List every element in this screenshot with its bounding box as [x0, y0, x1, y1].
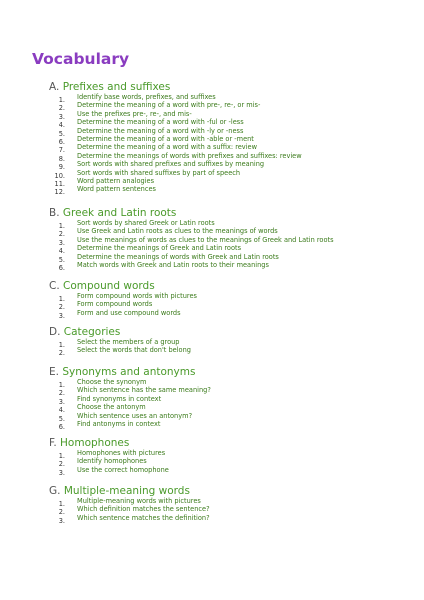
skill-item	[49, 151, 419, 163]
skill-link[interactable]: Identify base words, prefixes, and suffixes	[77, 93, 216, 101]
skill-link[interactable]: Determine the meanings of words with Greek and Latin roots	[77, 252, 279, 261]
skill-item	[49, 411, 419, 423]
section-heading	[49, 433, 419, 449]
section-letter: E.	[49, 366, 63, 378]
skill-item	[49, 497, 419, 508]
skill-list	[49, 219, 419, 272]
skill-number: 4.	[58, 247, 65, 256]
skill-item	[49, 465, 419, 477]
skill-number: 6.	[58, 137, 65, 146]
skill-link[interactable]: Use the meanings of words as clues to the meanings of Greek and Latin roots	[77, 235, 334, 244]
skill-list	[49, 378, 419, 431]
skill-number: 3.	[58, 112, 65, 121]
skill-number: 5.	[58, 129, 65, 138]
skill-item	[49, 235, 419, 247]
skill-link[interactable]: Which sentence has the same meaning?	[77, 386, 211, 395]
skill-item	[49, 143, 419, 155]
skill-link[interactable]: Determine the meaning of a word with -able or -ment	[77, 134, 254, 143]
skill-link[interactable]: Use Greek and Latin roots as clues to the meanings of words	[77, 227, 278, 236]
section-heading	[49, 362, 419, 378]
section-letter: A.	[49, 81, 63, 93]
section-letter: B.	[49, 207, 63, 219]
skill-number: 5.	[58, 414, 65, 423]
section-letter: D.	[49, 326, 64, 338]
skill-link[interactable]: Use the prefixes pre-, re-, and mis-	[77, 109, 192, 118]
section-title-link[interactable]: Compound words	[63, 280, 155, 292]
skill-item	[49, 244, 419, 256]
skill-number: 9.	[58, 163, 65, 172]
skill-item	[49, 160, 419, 172]
skill-number: 1.	[58, 341, 65, 349]
section	[49, 362, 419, 431]
section-letter: G.	[49, 485, 64, 497]
skill-link[interactable]: Which definition matches the sentence?	[77, 505, 210, 514]
section-title-link[interactable]: Greek and Latin roots	[62, 207, 177, 219]
skill-item	[49, 168, 419, 180]
skill-link[interactable]: Determine the meaning of a word with -ful or -less	[77, 118, 244, 127]
skill-list	[49, 449, 419, 477]
skill-link[interactable]: Choose the synonym	[77, 378, 147, 386]
section	[49, 77, 419, 197]
skill-number: 1.	[58, 295, 65, 303]
skill-number: 11.	[54, 179, 65, 188]
skill-number: 2.	[58, 230, 65, 239]
skill-number: 1.	[58, 381, 65, 389]
skill-number: 1.	[58, 500, 65, 508]
skill-number: 2.	[58, 303, 65, 312]
skill-link[interactable]: Sort words with shared suffixes by part of speech	[77, 168, 241, 177]
skill-item	[49, 260, 419, 272]
section-heading	[49, 322, 419, 338]
skill-number: 7.	[58, 146, 65, 155]
skill-link[interactable]: Multiple-meaning words with pictures	[77, 497, 201, 505]
skill-list	[49, 93, 419, 197]
skill-link[interactable]: Determine the meaning of a word with pre-, re-, or mis-	[77, 101, 261, 110]
skill-item	[49, 378, 419, 389]
section	[49, 276, 419, 320]
skill-number: 1.	[58, 222, 65, 230]
skill-number: 1.	[58, 452, 65, 460]
skill-link[interactable]: Word pattern sentences	[77, 185, 156, 194]
skill-number: 3.	[58, 516, 65, 525]
section-title-link[interactable]: Multiple-meaning words	[63, 485, 190, 497]
skill-number: 4.	[58, 121, 65, 130]
skill-item	[49, 403, 419, 415]
skill-number: 1.	[58, 96, 65, 104]
skill-item	[49, 505, 419, 517]
skill-list	[49, 497, 419, 525]
skill-item	[49, 457, 419, 469]
skill-item	[49, 176, 419, 188]
skill-number: 2.	[58, 349, 65, 358]
skill-item	[49, 109, 419, 121]
section-title-link[interactable]: Prefixes and suffixes	[62, 81, 171, 93]
skill-item	[49, 386, 419, 398]
section-letter: C.	[49, 280, 64, 292]
skill-number: 2.	[58, 389, 65, 398]
skill-link[interactable]: Select the members of a group	[77, 338, 180, 346]
skill-item	[49, 227, 419, 239]
skill-link[interactable]: Determine the meaning of a word with -ly or -ness	[77, 126, 244, 135]
skill-link[interactable]: Use the correct homophone	[77, 465, 169, 474]
section-letter: F.	[49, 437, 61, 449]
skill-number: 2.	[58, 104, 65, 113]
skill-number: 10.	[54, 171, 65, 180]
section	[49, 481, 419, 525]
skill-item	[49, 338, 419, 349]
skill-number: 4.	[58, 406, 65, 415]
skill-link[interactable]: Match words with Greek and Latin roots to their meanings	[77, 260, 269, 269]
skill-link[interactable]: Sort words with shared prefixes and suffixes by meaning	[77, 160, 265, 169]
skill-number: 5.	[58, 255, 65, 264]
skill-number: 2.	[58, 460, 65, 469]
section-title-link[interactable]: Categories	[63, 326, 121, 338]
skill-link[interactable]: Form compound words with pictures	[77, 292, 197, 300]
skill-list	[49, 338, 419, 358]
skill-number: 6.	[58, 422, 65, 431]
skill-number: 6.	[58, 263, 65, 272]
skill-link[interactable]: Which sentence matches the definition?	[77, 513, 210, 522]
skill-link[interactable]: Determine the meaning of a word with a suffix: review	[77, 143, 257, 152]
skill-item	[49, 185, 419, 197]
section-title-link[interactable]: Homophones	[60, 437, 130, 449]
skill-item	[49, 513, 419, 525]
skill-item	[49, 300, 419, 312]
skill-number: 3.	[58, 311, 65, 320]
section	[49, 433, 419, 477]
skill-link[interactable]: Determine the meanings of words with prefixes and suffixes: review	[77, 151, 302, 160]
skill-link[interactable]: Homophones with pictures	[77, 449, 166, 457]
skill-item	[49, 308, 419, 320]
skill-link[interactable]: Form compound words	[77, 300, 153, 309]
skill-number: 2.	[58, 508, 65, 517]
skill-item	[49, 101, 419, 113]
section-heading	[49, 276, 419, 292]
section-heading	[49, 77, 419, 93]
section-heading	[49, 481, 419, 497]
skill-item	[49, 252, 419, 264]
section-heading	[49, 203, 419, 219]
skill-number: 3.	[58, 468, 65, 477]
section	[49, 203, 419, 272]
skill-number: 3.	[58, 397, 65, 406]
skill-link[interactable]: Which sentence uses an antonym?	[77, 411, 193, 420]
skill-item	[49, 292, 419, 303]
skill-item	[49, 126, 419, 138]
skill-link[interactable]: Identify homophones	[77, 457, 147, 466]
skill-link[interactable]: Sort words by shared Greek or Latin roots	[77, 219, 215, 227]
skill-item	[49, 134, 419, 146]
skill-number: 8.	[58, 154, 65, 163]
page-title: Vocabulary	[32, 50, 130, 68]
skill-link[interactable]: Find antonyms in context	[77, 419, 161, 428]
skill-number: 3.	[58, 238, 65, 247]
section	[49, 322, 419, 358]
skill-link[interactable]: Select the words that don't belong	[77, 346, 191, 355]
section-title-link[interactable]: Synonyms and antonyms	[62, 366, 196, 378]
skill-item	[49, 449, 419, 460]
skill-item	[49, 346, 419, 358]
skill-item	[49, 219, 419, 230]
skill-list	[49, 292, 419, 320]
skill-link[interactable]: Form and use compound words	[77, 308, 181, 317]
skill-item	[49, 118, 419, 130]
skill-item	[49, 394, 419, 406]
skill-number: 12.	[54, 188, 65, 197]
skill-link[interactable]: Choose the antonym	[77, 403, 146, 412]
skill-link[interactable]: Find synonyms in context	[77, 394, 162, 403]
skill-item	[49, 93, 419, 104]
skill-link[interactable]: Determine the meanings of Greek and Latin roots	[77, 244, 242, 253]
skill-item	[49, 419, 419, 431]
skill-link[interactable]: Word pattern analogies	[77, 176, 155, 185]
